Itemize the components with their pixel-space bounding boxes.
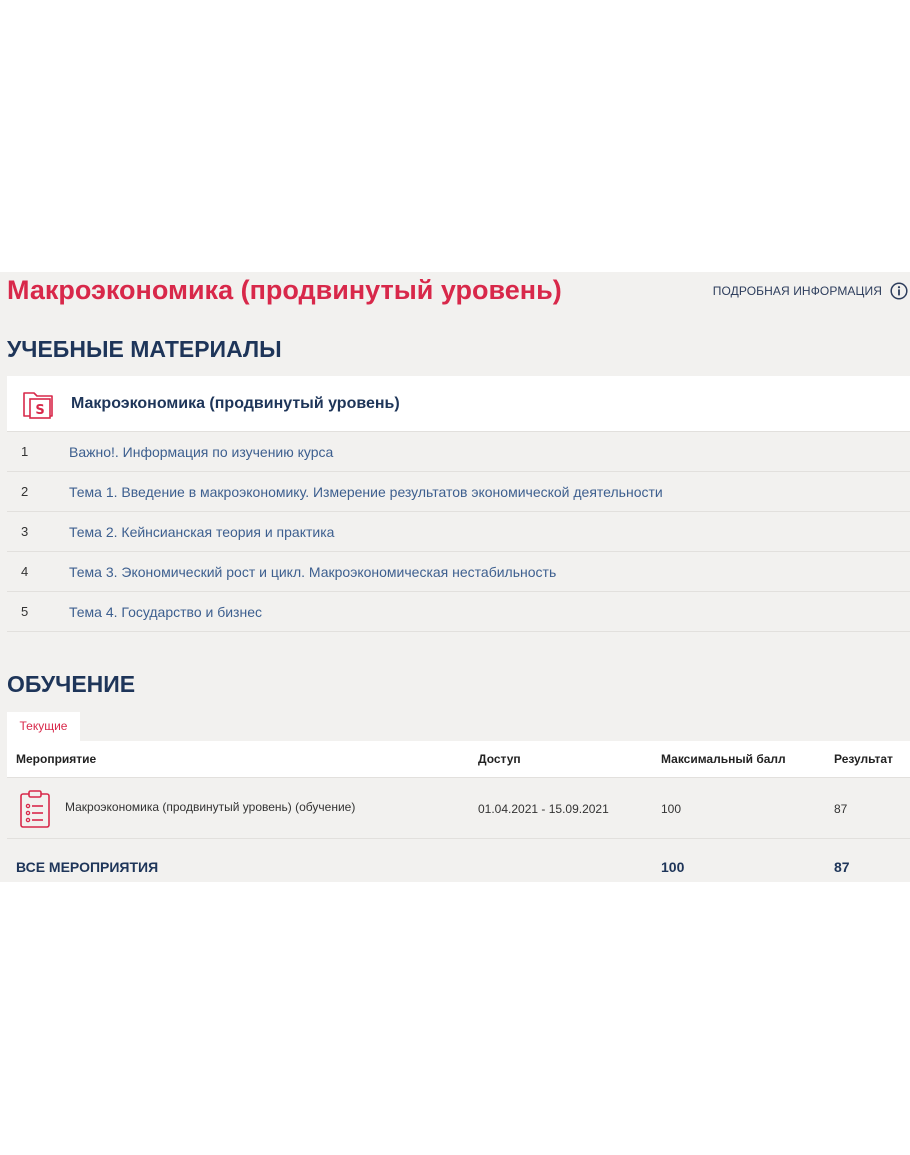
totals-max-score: 100 <box>661 859 685 875</box>
event-result: 87 <box>834 802 848 816</box>
event-access: 01.04.2021 - 15.09.2021 <box>478 802 609 816</box>
event-name-link[interactable]: Макроэкономика (продвинутый уровень) (обучение) <box>65 800 356 814</box>
material-item[interactable] <box>7 552 910 592</box>
learning-heading: ОБУЧЕНИЕ <box>7 671 136 697</box>
material-link[interactable]: Тема 2. Кейнсианская теория и практика <box>69 523 335 540</box>
material-link[interactable]: Тема 3. Экономический рост и цикл. Макроэкономическая нестабильность <box>69 563 557 580</box>
totals-label: ВСЕ МЕРОПРИЯТИЯ <box>16 859 159 875</box>
material-number: 2 <box>21 484 29 499</box>
totals-row <box>7 839 910 882</box>
totals-result: 87 <box>834 859 850 875</box>
clipboard-list-icon <box>18 789 52 829</box>
course-header[interactable] <box>7 376 910 432</box>
material-link[interactable]: Важно!. Информация по изучению курса <box>69 443 334 460</box>
material-link[interactable]: Тема 4. Государство и бизнес <box>69 603 262 620</box>
column-header-event: Мероприятие <box>16 752 97 766</box>
materials-list <box>7 376 910 632</box>
material-number: 1 <box>21 444 29 459</box>
material-item[interactable] <box>7 512 910 552</box>
material-item[interactable] <box>7 472 910 512</box>
tab-current[interactable]: Текущие <box>7 712 80 741</box>
material-item[interactable] <box>7 432 910 472</box>
events-table <box>7 741 910 882</box>
event-max-score: 100 <box>661 802 682 816</box>
material-item[interactable] <box>7 592 910 632</box>
info-circle-icon <box>890 282 908 300</box>
column-header-max-score: Максимальный балл <box>661 752 786 766</box>
svg-text:S: S <box>35 402 45 418</box>
material-number: 5 <box>21 604 29 619</box>
materials-heading: УЧЕБНЫЕ МАТЕРИАЛЫ <box>7 336 282 362</box>
column-header-result: Результат <box>834 752 893 766</box>
table-row[interactable] <box>7 778 910 839</box>
material-number: 4 <box>21 564 29 579</box>
material-link[interactable]: Тема 1. Введение в макроэкономику. Измерение результатов экономической деятельности <box>69 483 663 500</box>
details-link[interactable] <box>713 282 908 300</box>
column-header-access: Доступ <box>478 752 521 766</box>
folder-s-icon <box>22 388 56 420</box>
details-link-label: ПОДРОБНАЯ ИНФОРМАЦИЯ <box>712 284 882 298</box>
page-title: Макроэкономика (продвинутый уровень) <box>7 275 562 305</box>
course-panel <box>0 272 910 882</box>
material-number: 3 <box>21 524 29 539</box>
course-title: Макроэкономика (продвинутый уровень) <box>71 394 400 412</box>
table-header <box>7 741 910 778</box>
